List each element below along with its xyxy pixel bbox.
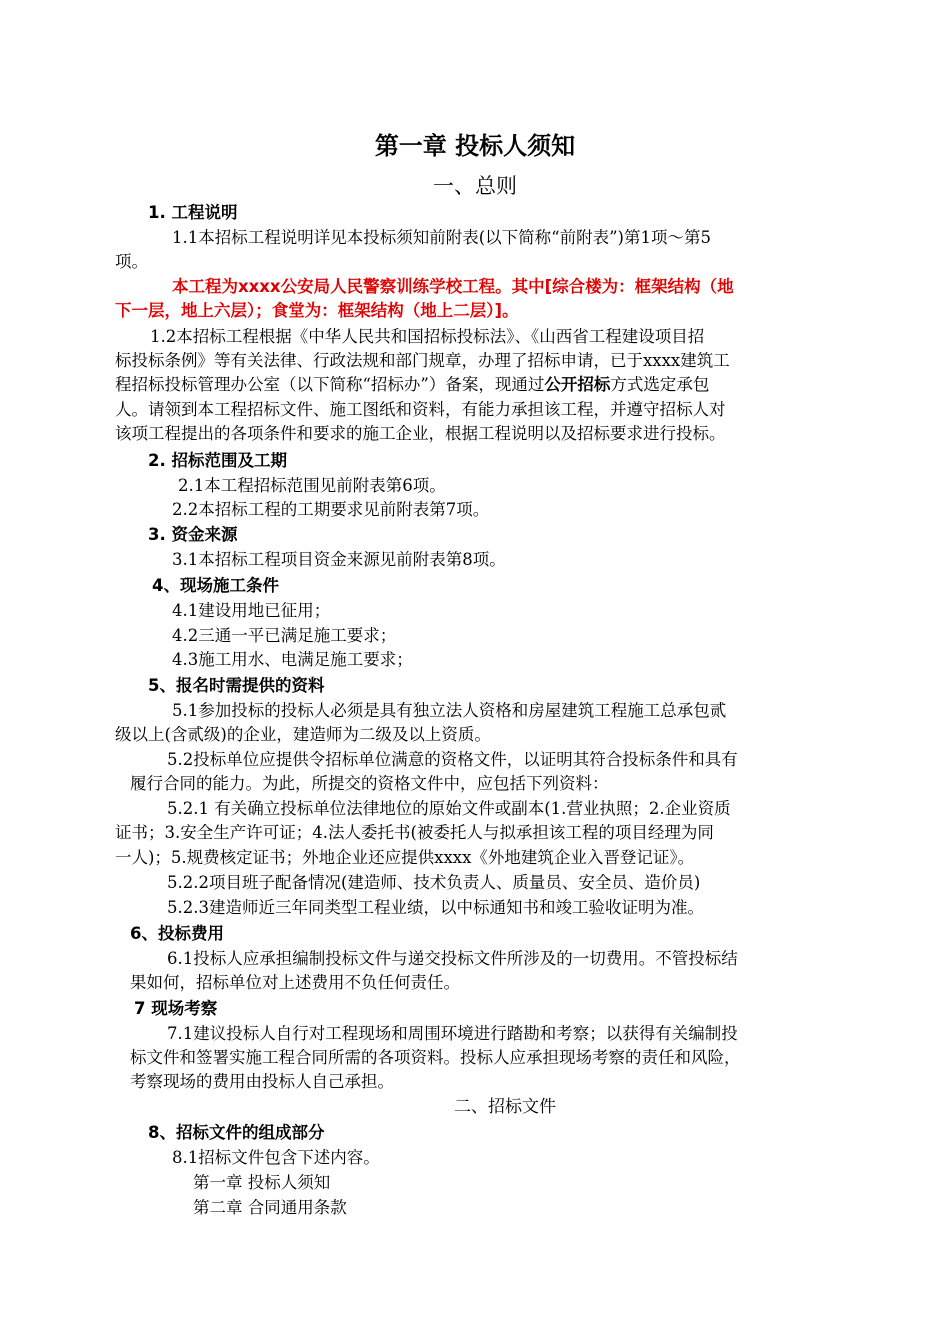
para-7-1-line2: 标文件和签署实施工程合同所需的各项资料。投标人应承担现场考察的责任和风险， [130,1048,741,1067]
heading-4: 4、现场施工条件 [152,576,279,595]
para-5-2-line1: 5.2投标单位应提供令招标单位满意的资格文件，以证明其符合投标条件和具有 [167,750,738,769]
para-1-2-line3 [115,373,709,397]
para-1-2-line3-c: 方式选定承包 [610,375,710,394]
section-title-general: 一、总则 [433,174,517,198]
para-1-1-line2: 项。 [115,252,148,271]
heading-3: 3. 资金来源 [148,525,238,544]
para-6-1-line2: 果如何，招标单位对上述费用不负任何责任。 [130,973,460,992]
contents-item-1: 第一章 投标人须知 [193,1173,331,1192]
para-2-1: 2.1本工程招标范围见前附表第6项。 [178,476,446,495]
section-title-tender-docs: 二、招标文件 [454,1097,556,1117]
para-4-1: 4.1建设用地已征用； [172,601,331,620]
para-5-1-line1: 5.1参加投标的投标人必须是具有独立法人资格和房屋建筑工程施工总承包贰 [172,701,727,720]
para-4-3: 4.3施工用水、电满足施工要求； [172,650,413,669]
para-3-1: 3.1本招标工程项目资金来源见前附表第8项。 [172,550,506,569]
heading-5: 5、报名时需提供的资料 [148,676,325,695]
para-7-1-line1: 7.1建议投标人自行对工程现场和周围环境进行踏勘和考察；以获得有关编制投 [167,1024,738,1043]
para-7-1-line3: 考察现场的费用由投标人自己承担。 [130,1072,394,1091]
para-5-1-line2: 级以上(含贰级)的企业，建造师为二级及以上资质。 [115,725,491,744]
para-1-2-line1: 1.2本招标工程根据《中华人民共和国招标投标法》、《山西省工程建设项目招 [150,327,705,346]
para-6-1-line1: 6.1投标人应承担编制投标文件与递交投标文件所涉及的一切费用。不管投标结 [167,949,738,968]
para-5-2-1-line3: 一人)；5.规费核定证书；外地企业还应提供xxxx《外地建筑企业入晋登记证》。 [115,848,695,867]
para-1-2-line4: 人。请领到本工程招标文件、施工图纸和资料，有能力承担该工程，并遵守招标人对 [115,400,726,419]
para-1-2-line2: 标投标条例》等有关法律、行政法规和部门规章，办理了招标申请，已于xxxx建筑工 [115,351,730,370]
para-4-2: 4.2三通一平已满足施工要求； [172,626,397,645]
heading-8: 8、招标文件的组成部分 [148,1123,325,1142]
contents-item-2: 第二章 合同通用条款 [193,1198,347,1217]
para-5-2-line2: 履行合同的能力。为此，所提交的资格文件中，应包括下列资料： [130,774,609,793]
para-5-2-1-line1: 5.2.1 有关确立投标单位法律地位的原始文件或副本(1.营业执照；2.企业资质 [167,799,731,818]
para-1-1-line1: 1.1本招标工程说明详见本投标须知前附表(以下简称“前附表”)第1项～第5 [172,228,711,247]
para-1-2-line3-a: 程招标投标管理办公室（以下简称“招标办”）备案，现通过 [115,375,545,394]
red-note-line1: 本工程为xxxx公安局人民警察训练学校工程。其中[综合楼为：框架结构（地 [172,277,734,296]
open-tender-term: 公开招标 [544,375,611,394]
red-note-line2: 下一层，地上六层）；食堂为：框架结构（地上二层）]。 [115,301,519,320]
para-5-2-1-line2: 证书；3.安全生产许可证；4.法人委托书(被委托人与拟承担该工程的项目经理为同 [115,823,714,842]
heading-6: 6、投标费用 [130,924,224,943]
heading-2: 2. 招标范围及工期 [148,451,287,470]
heading-7: 7 现场考察 [134,999,218,1018]
para-1-2-line5: 该项工程提出的各项条件和要求的施工企业，根据工程说明以及招标要求进行投标。 [115,424,726,443]
para-5-2-2: 5.2.2项目班子配备情况(建造师、技术负责人、质量员、安全员、造价员) [167,873,701,892]
para-5-2-3: 5.2.3建造师近三年同类型工程业绩，以中标通知书和竣工验收证明为准。 [167,898,704,917]
heading-1: 1. 工程说明 [148,203,238,222]
para-8-1: 8.1招标文件包含下述内容。 [172,1148,380,1167]
para-2-2: 2.2本招标工程的工期要求见前附表第7项。 [172,500,490,519]
chapter-title: 第一章 投标人须知 [374,132,576,160]
